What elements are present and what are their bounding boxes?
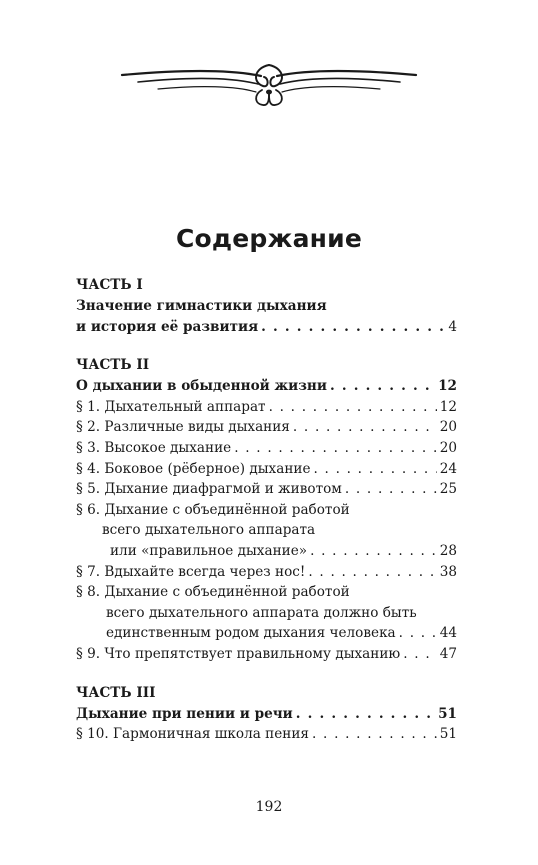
toc-entry-title: и история её развития bbox=[76, 318, 259, 335]
page-ref: 25 bbox=[439, 481, 457, 498]
part-heading: ЧАСТЬ III bbox=[76, 684, 156, 701]
toc-entry-title: Значение гимнастики дыхания bbox=[76, 298, 327, 314]
page-ref: 44 bbox=[439, 625, 457, 642]
page-title: Содержание bbox=[175, 224, 363, 253]
page-ref: 20 bbox=[439, 439, 457, 456]
dot-leader bbox=[312, 724, 437, 745]
toc-entry-title: § 1. Дыхательный аппарат bbox=[76, 398, 266, 415]
toc-entry bbox=[76, 479, 457, 500]
dot-leader bbox=[310, 541, 437, 562]
toc-entry-title: § 7. Вдыхайте всегда через нос! bbox=[76, 563, 306, 580]
page-ref: 28 bbox=[439, 542, 457, 559]
dot-leader bbox=[330, 376, 435, 397]
dot-leader bbox=[345, 479, 437, 500]
dot-leader bbox=[403, 644, 436, 665]
dot-leader bbox=[314, 459, 437, 480]
toc-entry-title: или «правильное дыхание» bbox=[110, 542, 308, 559]
page-ref: 51 bbox=[438, 705, 457, 722]
page-ref: 24 bbox=[439, 460, 457, 477]
toc-entry-title: всего дыхательного аппарата должно быть bbox=[106, 604, 417, 621]
dot-leader bbox=[234, 438, 437, 459]
toc-entry-title: § 4. Боковое (рёберное) дыхание bbox=[76, 460, 311, 477]
toc-entry bbox=[76, 417, 457, 438]
toc-entry bbox=[76, 644, 457, 665]
toc-entry-title: § 5. Дыхание диафрагмой и животом bbox=[76, 481, 342, 498]
toc-entry-title: всего дыхательного аппарата bbox=[102, 522, 316, 539]
page-ref: 20 bbox=[439, 419, 457, 436]
toc-entry bbox=[76, 317, 457, 338]
toc-entry bbox=[76, 376, 457, 397]
dot-leader bbox=[293, 417, 437, 438]
page-ref: 12 bbox=[439, 398, 457, 415]
dot-leader bbox=[296, 704, 435, 725]
page-ref: 47 bbox=[439, 645, 457, 662]
dot-leader bbox=[399, 623, 437, 644]
toc-entry bbox=[76, 724, 457, 745]
toc-entry-title: О дыхании в обыденной жизни bbox=[76, 378, 327, 395]
decorative-ornament bbox=[118, 62, 420, 110]
toc-entry bbox=[76, 541, 457, 562]
table-of-contents bbox=[76, 275, 457, 745]
toc-entry-title: § 10. Гармоничная школа пения bbox=[76, 726, 309, 743]
dot-leader bbox=[308, 562, 436, 583]
part-heading: ЧАСТЬ II bbox=[76, 357, 150, 374]
part-heading: ЧАСТЬ I bbox=[76, 277, 143, 293]
toc-entry bbox=[76, 562, 457, 583]
toc-entry-title: § 8. Дыхание с объединённой работой bbox=[76, 584, 350, 601]
page-ref: 12 bbox=[438, 378, 457, 395]
dot-leader bbox=[269, 397, 437, 418]
toc-entry bbox=[76, 704, 457, 725]
toc-entry-title: Дыхание при пении и речи bbox=[76, 705, 293, 722]
toc-entry bbox=[76, 397, 457, 418]
toc-entry-title: единственным родом дыхания человека bbox=[106, 625, 396, 642]
dot-leader bbox=[261, 317, 445, 338]
toc-entry bbox=[76, 623, 457, 644]
toc-entry-title: § 2. Различные виды дыхания bbox=[76, 419, 290, 436]
toc-entry bbox=[76, 438, 457, 459]
toc-entry bbox=[76, 459, 457, 480]
page-number: 192 bbox=[255, 799, 283, 815]
toc-entry-title: § 9. Что препятствует правильному дыханию bbox=[76, 645, 401, 662]
page-ref: 4 bbox=[448, 318, 457, 335]
page-ref: 51 bbox=[439, 726, 457, 743]
page-ref: 38 bbox=[439, 563, 457, 580]
toc-entry-title: § 3. Высокое дыхание bbox=[76, 439, 232, 456]
toc-entry-title: § 6. Дыхание с объединённой работой bbox=[76, 501, 350, 518]
